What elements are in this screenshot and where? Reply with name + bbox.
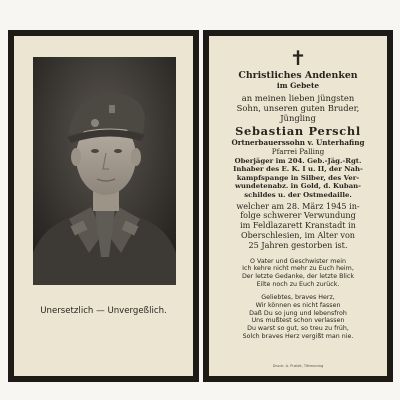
- intro-line: an meinen lieben jüngsten: [241, 93, 355, 103]
- poem-stanza-2: [217, 294, 379, 340]
- card-subheading: im Gebete: [276, 81, 320, 90]
- soldier-portrait-photo: [33, 57, 176, 285]
- poem-line: Eilte noch zu Euch zurück.: [256, 280, 340, 288]
- card-heading: Christliches Andenken: [238, 70, 358, 81]
- intro-line: Sohn, unseren guten Bruder,: [236, 103, 360, 114]
- printer-imprint: Druck: A. Pustet, Tittmoning: [272, 364, 324, 368]
- intro-line: Jüngling: [280, 113, 316, 124]
- rank-line: kampfspange in Silber, des Ver-: [236, 173, 360, 182]
- poem-line: Ich kehre nicht mehr zu Euch heim,: [242, 265, 354, 273]
- poem-line: Wir können es nicht fassen: [255, 302, 341, 310]
- rank-line: schildes u. der Ostmedaille.: [244, 190, 352, 199]
- deceased-name: Sebastian Perschl: [235, 123, 361, 138]
- rank-line: Oberjäger im 204. Geb.-Jäg.-Rgt.: [234, 156, 362, 165]
- death-line: Oberschlesien, im Alter von: [240, 229, 356, 240]
- memorial-text-card: [203, 30, 393, 382]
- poem-line: Daß Du so jung und lebensfroh: [249, 309, 347, 317]
- death-line: im Feldlazarett Kranstadt in: [240, 220, 356, 231]
- poem-stanza-1: [217, 258, 379, 289]
- soldier-portrait-image: [33, 57, 176, 285]
- portrait-card: [8, 30, 199, 382]
- poem-line: Du warst so gut, so treu zu früh,: [247, 325, 349, 333]
- poem-line: Solch braves Herz vergißt man nie.: [242, 332, 354, 340]
- cross-icon: ✝: [289, 46, 307, 70]
- death-text: [217, 202, 379, 251]
- origin-line: Ortnerbauerssohn v. Unterhafing: [231, 137, 365, 147]
- death-line: folge schwerer Verwundung: [240, 210, 356, 221]
- poem-line: Der letzte Gedanke, der letzte Blick: [241, 272, 355, 280]
- poem-line: Uns mußtest schon verlassen: [251, 317, 345, 325]
- poem-line: O Vater und Geschwister mein: [250, 257, 346, 265]
- poem-line: Geliebtes, braves Herz,: [261, 294, 335, 302]
- rank-line: wundetenabz. in Gold, d. Kuban-: [234, 182, 362, 191]
- death-line: welcher am 28. März 1945 in-: [236, 200, 360, 211]
- parish-line: Pfarrei Palling: [271, 146, 325, 156]
- rank-line: Inhaber des E. K. I u. II, der Nah-: [233, 165, 363, 174]
- memorial-motto: Unersetzlich — Unvergeßlich.: [40, 306, 167, 316]
- death-line: 25 Jahren gestorben ist.: [248, 239, 348, 250]
